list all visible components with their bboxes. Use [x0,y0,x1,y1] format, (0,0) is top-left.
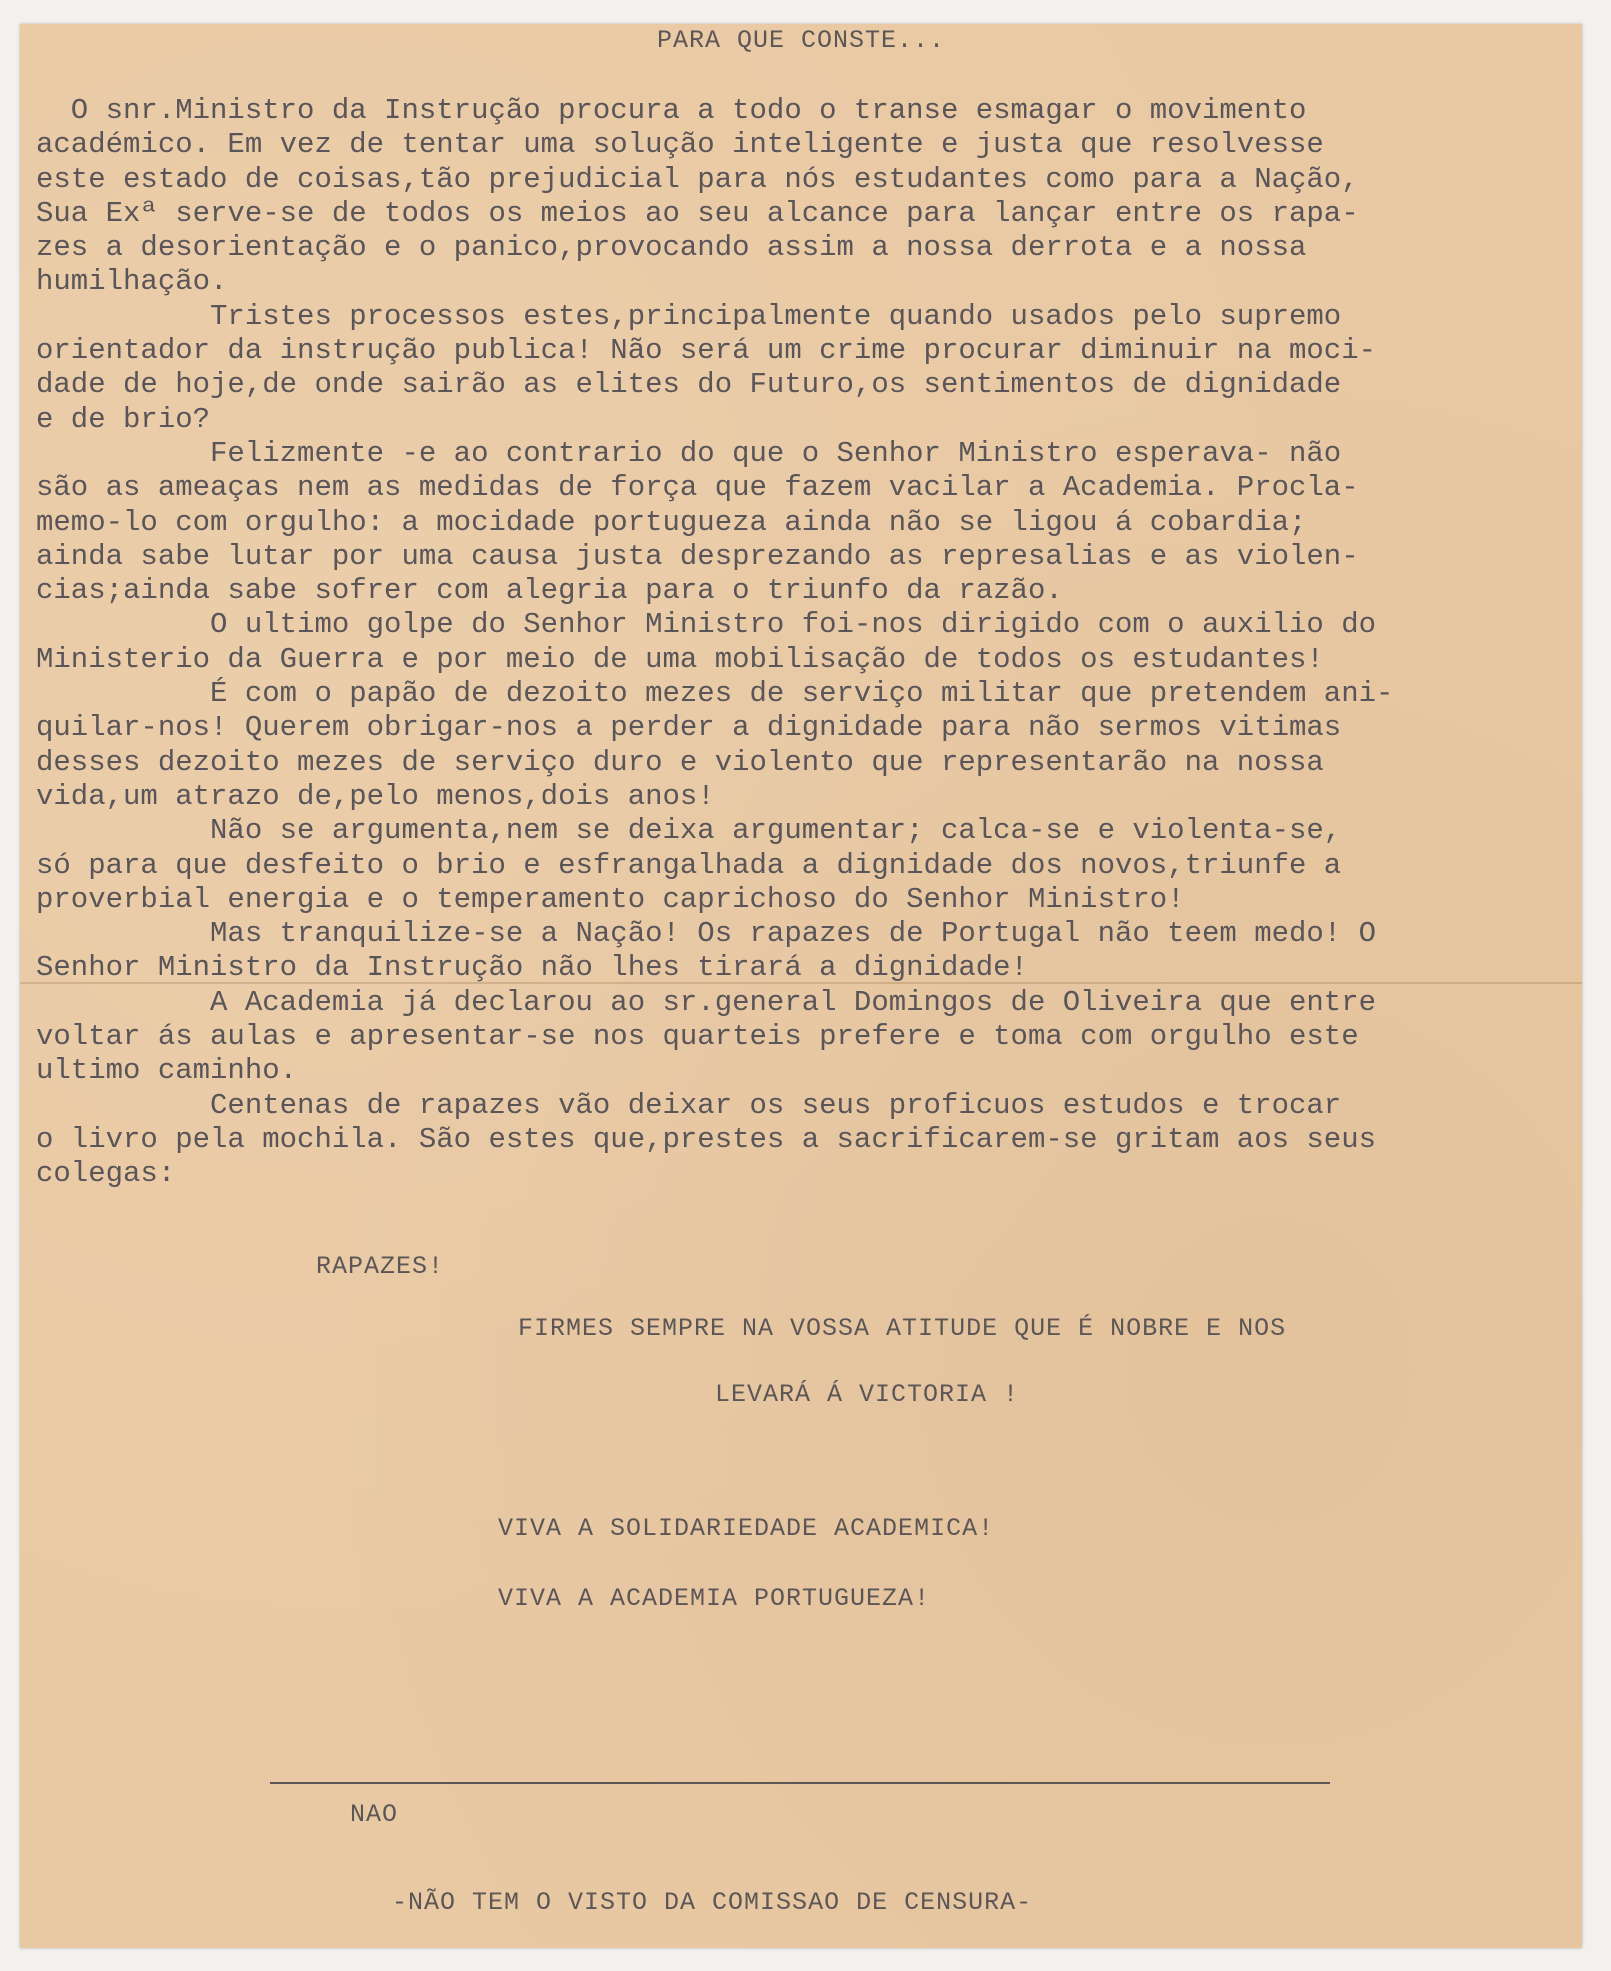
cheer-academy: VIVA A ACADEMIA PORTUGUEZA! [498,1584,931,1613]
document-sheet [20,24,1582,1948]
body-line: ultimo caminho. [36,1054,298,1088]
body-line: Não se argumenta,nem se deixa argumentar; calca-se e violenta-se, [36,814,1342,848]
exhortation-line-1: FIRMES SEMPRE NA VOSSA ATITUDE QUE É NOBRE E NOS [518,1314,1287,1343]
body-line: Felizmente -e ao contrario do que o Senhor Ministro esperava- não [36,436,1342,470]
body-line: humilhação. [36,265,228,299]
salutation: RAPAZES! [316,1252,445,1281]
body-line: O ultimo golpe do Senhor Ministro foi-nos dirigido com o auxilio do [36,608,1377,642]
body-line: É com o papão de dezoito mezes de serviço militar que pretendem ani- [36,677,1394,711]
body-line: zes a desorientação e o panico,provocando assim a nossa derrota e a nossa [36,231,1307,265]
exhortation-line-2: LEVARÁ Á VICTORIA ! [715,1380,1020,1409]
signature-line [270,1782,1330,1784]
body-line: A Academia já declarou ao sr.general Domingos de Oliveira que entre [36,985,1377,1019]
body-line: Centenas de rapazes vão deixar os seus proficuos estudos e trocar [36,1088,1342,1122]
body-line: Senhor Ministro da Instrução não lhes tirará a dignidade! [36,951,1028,985]
cheer-solidarity: VIVA A SOLIDARIEDADE ACADEMICA! [498,1514,995,1543]
body-line: colegas: [36,1157,176,1191]
body-line: memo-lo com orgulho: a mocidade portugueza ainda não se ligou á cobardia; [36,505,1307,539]
body-line: voltar ás aulas e apresentar-se nos quarteis prefere e toma com orgulho este [36,1020,1359,1054]
body-line: académico. Em vez de tentar uma solução inteligente e justa que resolvesse [36,128,1324,162]
body-line: o livro pela mochila. São estes que,prestes a sacrificarem-se gritam aos seus [36,1122,1377,1156]
body-line: quilar-nos! Querem obrigar-nos a perder a dignidade para não sermos vitimas [36,711,1342,745]
body-line: Tristes processos estes,principalmente quando usados pelo supremo [36,299,1342,333]
document-body [36,94,1576,1192]
body-line: cias;ainda sabe sofrer com alegria para o triunfo da razão. [36,574,1063,608]
signature-label: NAO [350,1800,399,1829]
body-line: só para que desfeito o brio e esfrangalhada a dignidade dos novos,triunfe a [36,848,1342,882]
body-line: Sua Exª serve-se de todos os meios ao seu alcance para lançar entre os rapa- [36,196,1359,230]
body-line: e de brio? [36,402,211,436]
body-line: Mas tranquilize-se a Nação! Os rapazes de Portugal não teem medo! O [36,917,1377,951]
body-line: proverbial energia e o temperamento caprichoso do Senhor Ministro! [36,882,1185,916]
censorship-footer: -NÃO TEM O VISTO DA COMISSAO DE CENSURA- [392,1888,1033,1917]
body-line: orientador da instrução publica! Não será um crime procurar diminuir na moci- [36,334,1377,368]
body-line: são as ameaças nem as medidas de força que fazem vacilar a Academia. Procla- [36,471,1359,505]
document-title: PARA QUE CONSTE... [656,26,946,55]
body-line: este estado de coisas,tão prejudicial para nós estudantes como para a Nação, [36,162,1359,196]
body-line: desses dezoito mezes de serviço duro e violento que representarão na nossa [36,745,1324,779]
body-line: dade de hoje,de onde sairão as elites do Futuro,os sentimentos de dignidade [36,368,1342,402]
body-line: O snr.Ministro da Instrução procura a todo o transe esmagar o movimento [36,94,1307,127]
body-line: Ministerio da Guerra e por meio de uma mobilisação de todos os estudantes! [36,642,1324,676]
body-line: ainda sabe lutar por uma causa justa desprezando as represalias e as violen- [36,539,1359,573]
body-line: vida,um atrazo de,pelo menos,dois anos! [36,779,715,813]
